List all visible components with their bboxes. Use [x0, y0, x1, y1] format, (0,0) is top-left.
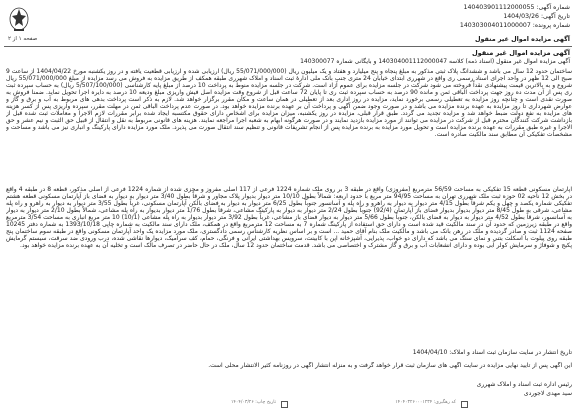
body-paragraph-2: آپارتمان مسکونی قطعه 15 تفکیکی به مساحت 56/59 مترمربع (مفروزی) واقع در طبقه 3 بر روی ملک شماره 1224 فرعی از 117 اصلی مفروز و مجزی شده از شماره 1224 فرعی از اصلی مذکور، قطعه 8 در طبقه 4 واقع در بخش 12 ناحیه 02 حوزه ثبت ملک شهرری تهران به مساحت 94/95 متر مربع با حدود اربعه: شمالاً بطول 10/10 متر دیوار بدیوار پلاک مجاور و شرقاً بطول 3/40 متر دیوار به دیوار به فضای باز آپارتمان مسکونی قطعه هشتم تفکیکی شماره یکصد و چهل و یکم شرقاً بطول 4/15 متر دیوار به دیوار به راهرو و راه پله و آسانسور جنوباً بطول 6/25 متر دیوار به دیوار به فضای بالکن آپارتمان مسکونی، غرباً بطول 3/55 متر دیوار به دیوار به راهرو و راه پله مشاعی، شرقی به طول 8/45 متر دیوار بدیوار بدیوار فضای باز آپارتمان (92/4) جنوباً بطول 2/24 متر دیوار به دیوار به پارکینگ مشاعی، شرقاً بطول 1/76 متر دیوار بدیوار به راه پله مشاعی، شمالاً بطول 2/10 متر دیوار به دیوار به آسانسور، شرقاً بطول 4/52 متر دیوار به دیوار به فضای بالکن، جنوباً بطول 5/66 متر دیوار به دیوار فضای باز مشاعی، غرباً بطول 3/92 متر دیوار بدیوار به راه پله مشاعی (10/1) 10 متر مربع انباری به مساحت 3/54 مترمربع واقع در طبقه زیرزمین که حدود آن در سند مالکیت قید شده است و دارای حق استفاده از پارکینگ شماره 7 به مساحت 12 مترمربع واقع در همکف، ملک دارای سند مالکیت به شماره چاپی 1393/10/18 به شماره دفتر 10245 صفحه 1124 ثبت و صادر گردیده و ملک در رهن بانک می باشد و مالکیت ملک بنام آقای حمید ... است و بر اساس نظریه کارشناس رسمی دادگستری، ملک مورد مزایده یک واحد آپارتمان مسکونی واقع در طبقه سوم ساختمان پنج طبقه روی پیلوت با اسکلت بتنی و نمای سنگ می باشد که دارای دو خواب، پذیرایی، آشپزخانه اپن با کابینت، سرویس بهداشتی ایرانی و فرنگی، حمام، کف سرامیک، دیوارها نقاشی شده، درب ورودی ضد سرقت، سیستم گرمایش پکیج و شوفاژ و سرمایش کولر آبی بوده و دارای انشعابات آب و برق و گاز مشترک و اختصاصی می باشد. قدمت ساختمان حدود 12 سال، ملک در حال حاضر در تصرف مالک است و تخلیه آن به عهده برنده مزایده خواهد بود. — [6, 186, 572, 250]
signature-office: رئیس اداره ثبت اسناد و املاک شهرری — [476, 381, 572, 388]
meta-label: تاریخ آگهی: — [540, 13, 570, 20]
publish-date-line — [413, 349, 572, 356]
checkbox-mark — [281, 401, 288, 408]
divider — [4, 46, 572, 47]
publish-date-label: تاریخ انتشار در سایت سازمان ثبت اسناد و املاک: — [449, 349, 572, 356]
meta-row-case-number — [420, 21, 570, 30]
meta-label: شماره پرونده: — [532, 22, 570, 29]
notice-subtitle: آگهی مزایده اموال غیر منقول (اسناد ذمه) کلاسه 140304001112000047 و بایگانی شماره 140300077 — [300, 58, 570, 65]
meta-row-notice-date — [420, 12, 570, 21]
meta-label: شماره آگهی: — [536, 4, 570, 11]
publication-note: این آگهی پس از تایید نهایی مزایده در سایت آگهی های سازمان ثبت قرار خواهد گرفت و به منزله انتشار آگهی در روزنامه کثیر الانتشار محلی است. — [208, 362, 572, 369]
notice-title: آگهی مزایده اموال غیر منقول — [471, 49, 570, 57]
header-meta — [420, 3, 570, 30]
meta-row-notice-number — [420, 3, 570, 12]
tracking-code: کد رهگیری: ۱۴۰۴۰۳۲۶۰۰۰۱۲۳۴ — [395, 400, 456, 405]
page-number: صفحه ۱ از ۲ — [8, 36, 38, 42]
meta-value: 140303004011000007 — [459, 22, 531, 29]
signature-name: سید مهدی لاجوردی — [523, 390, 572, 397]
print-date: تاریخ چاپ: ۱۴۰۴/۰۳/۲۶ — [230, 400, 276, 405]
emblem-icon — [6, 3, 32, 33]
meta-value: 1404/03/26 — [503, 13, 539, 20]
upper-title: آگهی مزایده اموال غیر منقول — [474, 35, 570, 43]
body-paragraph-1: ساختمان حدود 12 سال می باشد و ششدانگ پلاک ثبتی مذکور به مبلغ پنجاه و پنج میلیارد و هفتاد و یک میلیون ریال (55/071/000/000 ریال) ارزیابی شده و ارزیابی قطعیت یافته و در روز یکشنبه مورخ 1404/04/22 از ساعت 9 صبح الی 12 ظهر در واحد اجرای اسناد رسمی ری واقع در شهرری ابتدای خیابان 24 متری جنب بانک ملی ادارۀ ثبت اسناد و املاک شهرری طبقه همکف از طریق مزایده به فروش می رسد مزایده از مبلغ 55/071/000/000 ریال شروع و به بالاترین قیمت پیشنهادی نقداً فروخته می شود شرکت در جلسه مزایده برای عموم آزاد است. شرکت در جلسه مزایده منوط به پرداخت 10 درصد از مبلغ پایه کارشناسی (5/507/100/000 ریال) به حساب سپرده ثبت ری پس از آن مدت ده روز جهت پرداخت الباقی ثمن و مانده 90 درصد به حساب سپرده ثبت ری تا پایان 72 ساعت قبل از شروع وقت مزایده اصل فیش واریزی مبلغ ودیعه 10 درصد به دایره اجرا تحویل نماید. ضمنا فروش به صورت نقدی است و چنانچه روز مزایده به تعطیلی رسمی برخورد نماید، مزایده در روز اداری بعد از تعطیلی در همان ساعت و مکان مقرر برگزار خواهد شد. لازم به ذکر است پرداخت بدهی های مربوط به آب و برق و گاز و عوارض شهرداری تا روز مزایده به عهده برنده مزایده می باشد و در صورت وجود ضمن آگهی و پرداخت آن بر عهده برنده مزایده خواهد بود. در صورت عدم پرداخت الباقی ثمن در مهلت مقرر، سپرده واریزی پس از کسر هزینه های مزایده به نفع دولت ضبط خواهد شد و مزایده تجدید می گردد. طبق قرار قبلی، مزایده در روز یکشنبه، میزان مزایده برای اشخاص دارای حقوق مکتسبه ایجاد شده برابر مقررات لازم الاجرا و معاملات ثبت شده قبل از بازداشت شرکت کنندگان محترم قبل از شرکت در مزایده می توانند از مورد مزایده بازدید نمایند و در صورت هرگونه ابهام به شعبه اجرا مراجعه نمایند. هزینه های قانونی مربوط به نقل و انتقال از قبیل حق الثبت و نیم عشر و حق الاجرا و غیره طبق مقررات به عهده برنده مزایده است و تحویل مورد مزایده به برنده مزایده پس از انجام تشریفات قانونی و تنظیم سند انتقال صورت می پذیرد. ملک مورد مزایده دارای پارکینگ و انباری نیز می باشد و مساحت و مشخصات تفکیکی آن مطابق سند مالکیت صادره است. — [6, 68, 572, 139]
meta-value: 140403901112000055 — [463, 4, 535, 11]
bottom-marks — [0, 400, 576, 408]
publish-date: 1404/04/10 — [412, 349, 448, 356]
checkbox-mark — [461, 401, 468, 408]
